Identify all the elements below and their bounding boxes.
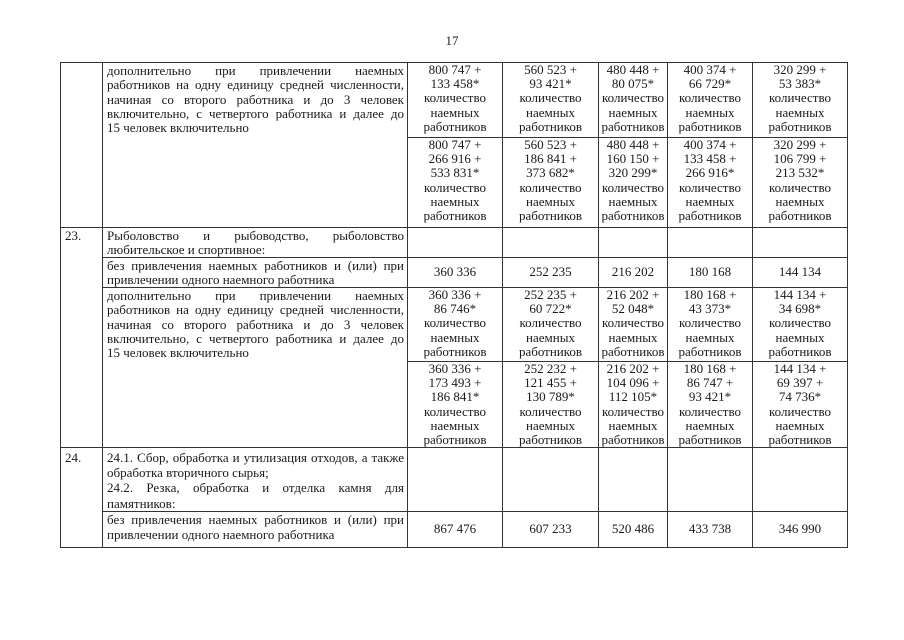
rate-cell [668, 362, 753, 448]
rate-line: 106 799 + [773, 151, 827, 167]
rate-value: 252 235 [529, 264, 572, 280]
rate-line: работников [601, 432, 665, 448]
rate-line: количество [519, 179, 582, 195]
rate-line: работников [601, 343, 665, 359]
rate-line: 800 747 + [428, 62, 482, 77]
rate-line: наемных [430, 193, 480, 209]
rate-line: работников [768, 432, 832, 448]
empty-cell [668, 228, 753, 258]
row-24-base-description [103, 512, 408, 548]
rate-line: 52 048* [611, 301, 655, 317]
rate-line: наемных [526, 417, 575, 433]
rate-line: наемных [430, 329, 480, 345]
rate-line: 800 747 + [428, 137, 482, 152]
rate-line: работников [518, 343, 583, 359]
rate-line: работников [423, 208, 487, 224]
rate-line: работников [678, 343, 742, 359]
rate-cell [503, 362, 599, 448]
description-line: работников на одну единицу средней численности, [107, 302, 404, 318]
description-line: без привлечения наемных работников и (или) при [107, 258, 404, 273]
rate-line: 320 299 + [773, 137, 827, 152]
rate-line: количество [601, 179, 665, 195]
rate-line: работников [518, 432, 583, 448]
empty-cell [668, 448, 753, 512]
rate-cell [753, 258, 848, 288]
row-number-cell [61, 228, 103, 448]
rate-line: количество [678, 90, 742, 106]
title-line: 24.2. Резка, обработка и отделка камня для [107, 480, 404, 496]
rate-line: работников [423, 118, 487, 134]
rate-line: работников [601, 208, 665, 224]
rate-line: количество [519, 315, 582, 331]
rate-line: 213 532* [775, 165, 825, 181]
title-line: Рыболовство и рыбоводство, рыболовство [107, 228, 404, 243]
continued-row-description [103, 63, 408, 228]
rate-line: 266 916* [685, 165, 735, 181]
rate-line: наемных [685, 193, 735, 209]
rate-line: 252 232 + [524, 361, 577, 376]
rate-line: наемных [526, 329, 575, 345]
rate-value: 346 990 [778, 521, 822, 537]
rate-line: 160 150 + [606, 151, 660, 167]
rate-cell [408, 138, 503, 228]
rate-line: количество [423, 179, 487, 195]
description-line: работников на одну единицу средней численности, [107, 77, 404, 93]
rate-line: наемных [685, 104, 735, 120]
rate-line: наемных [430, 104, 480, 120]
rate-line: наемных [775, 193, 825, 209]
rate-value: 144 134 [778, 264, 822, 280]
rate-cell [599, 63, 668, 138]
rate-line: количество [768, 403, 832, 419]
rate-line: работников [678, 118, 742, 134]
rate-line: 180 168 + [683, 287, 737, 302]
rate-line: количество [423, 90, 487, 106]
rate-line: работников [518, 118, 583, 134]
rate-line: количество [519, 90, 582, 106]
rate-line: наемных [775, 329, 825, 345]
rate-line: 186 841* [430, 389, 480, 405]
rate-value: 360 336 [433, 264, 477, 280]
row-23-extra-description [103, 288, 408, 448]
rate-line: работников [768, 208, 832, 224]
rate-line: 320 299* [608, 165, 658, 181]
rate-line: 400 374 + [683, 137, 737, 152]
rate-value: 867 476 [433, 521, 477, 537]
empty-cell [753, 228, 848, 258]
rate-line: количество [423, 315, 487, 331]
rate-line: работников [768, 343, 832, 359]
empty-cell [599, 228, 668, 258]
rate-cell [408, 362, 503, 448]
rate-cell [503, 138, 599, 228]
rate-line: 130 789* [526, 389, 575, 405]
rate-line: количество [519, 403, 582, 419]
rate-line: 66 729* [688, 76, 732, 92]
rate-line: 53 383* [778, 76, 822, 92]
rate-cell [753, 362, 848, 448]
rate-line: 360 336 + [428, 361, 482, 376]
description-line: начиная со второго работника и до 3 человек [107, 91, 404, 107]
rate-line: 480 448 + [606, 137, 660, 152]
rate-line: количество [423, 403, 487, 419]
rate-cell [503, 258, 599, 288]
description-line: 15 человек включительно [107, 120, 249, 136]
rate-line: 252 235 + [524, 287, 577, 302]
empty-cell [408, 228, 503, 258]
rate-line: 104 096 + [606, 375, 660, 391]
rate-cell [753, 138, 848, 228]
rate-value: 180 168 [688, 264, 732, 280]
rate-cell [408, 258, 503, 288]
title-paragraph [107, 480, 404, 510]
rate-cell [503, 288, 599, 362]
rate-cell [753, 63, 848, 138]
rate-line: работников [518, 208, 583, 224]
rate-line: 69 397 + [776, 375, 824, 391]
rate-line: количество [768, 90, 832, 106]
rate-cell [599, 288, 668, 362]
rate-line: наемных [608, 329, 658, 345]
rate-line: наемных [526, 104, 575, 120]
title-line: памятников: [107, 495, 176, 511]
rate-line: 180 168 + [683, 361, 737, 376]
rate-line: 266 916 + [428, 151, 482, 167]
rate-line: работников [423, 343, 487, 359]
rate-line: 60 722* [529, 301, 572, 317]
rate-line: 173 493 + [428, 375, 482, 391]
description-line: без привлечения наемных работников и (или) при [107, 512, 404, 527]
rate-line: 560 523 + [524, 137, 577, 152]
rate-line: 360 336 + [428, 287, 482, 302]
row-number-cell [61, 63, 103, 228]
rate-line: наемных [608, 104, 658, 120]
tariff-table [60, 62, 848, 548]
rate-line: количество [601, 403, 665, 419]
rate-cell [668, 63, 753, 138]
rate-cell [753, 288, 848, 362]
rate-line: работников [423, 432, 487, 448]
rate-line: 560 523 + [524, 62, 577, 77]
empty-cell [408, 448, 503, 512]
description-line: начиная со второго работника и до 3 человек [107, 316, 404, 332]
rate-cell [599, 258, 668, 288]
rate-cell [408, 63, 503, 138]
rate-line: количество [768, 179, 832, 195]
rate-cell [668, 512, 753, 548]
rate-line: 320 299 + [773, 62, 827, 77]
rate-cell [408, 288, 503, 362]
rate-line: наемных [775, 417, 825, 433]
rate-line: количество [768, 315, 832, 331]
description-line: 15 человек включительно [107, 345, 249, 361]
row-number-cell [61, 448, 103, 548]
title-line: 24.1. Сбор, обработка и утилизация отходов, а также [107, 450, 404, 465]
rate-line: 373 682* [526, 165, 575, 181]
rate-line: 144 134 + [773, 361, 827, 376]
rate-line: количество [678, 179, 742, 195]
rate-cell [503, 63, 599, 138]
rate-line: наемных [685, 329, 735, 345]
rate-cell [599, 362, 668, 448]
rate-cell [408, 512, 503, 548]
rate-line: количество [601, 90, 665, 106]
empty-cell [599, 448, 668, 512]
rate-line: 43 373* [688, 301, 732, 317]
row-23-base-description [103, 258, 408, 288]
rate-line: 216 202 + [606, 361, 660, 376]
rate-value: 607 233 [529, 521, 572, 537]
rate-line: 112 105* [608, 389, 658, 405]
rate-line: 400 374 + [683, 62, 737, 77]
rate-line: работников [768, 118, 832, 134]
empty-cell [503, 228, 599, 258]
rate-line: количество [678, 403, 742, 419]
page-number: 17 [445, 33, 459, 48]
rate-cell [668, 258, 753, 288]
title-paragraph [107, 450, 404, 480]
rate-line: 133 458* [430, 76, 480, 92]
rate-line: работников [678, 432, 742, 448]
description-line: привлечении одного наемного работника [107, 527, 335, 542]
row-23-title [103, 228, 408, 258]
row-number: 24. [65, 450, 82, 465]
rate-line: 144 134 + [773, 287, 827, 302]
rate-line: 34 698* [778, 301, 822, 317]
rate-line: 86 747 + [686, 375, 734, 391]
rate-line: 121 455 + [524, 375, 577, 391]
empty-cell [503, 448, 599, 512]
rate-line: количество [601, 315, 665, 331]
rate-line: 186 841 + [524, 151, 577, 167]
rate-line: 133 458 + [683, 151, 737, 167]
rate-line: количество [678, 315, 742, 331]
rate-cell [753, 512, 848, 548]
rate-cell [668, 138, 753, 228]
rate-line: 74 736* [778, 389, 822, 405]
title-line: обработка вторичного сырья; [107, 465, 269, 481]
rate-line: наемных [608, 193, 658, 209]
description-line: дополнительно при привлечении наемных [107, 288, 404, 303]
description-line: привлечении одного наемного работника [107, 272, 335, 288]
empty-cell [753, 448, 848, 512]
rate-line: работников [678, 208, 742, 224]
row-24-title [103, 448, 408, 512]
rate-line: работников [601, 118, 665, 134]
rate-line: наемных [775, 104, 825, 120]
rate-line: 480 448 + [606, 62, 660, 77]
rate-cell [599, 512, 668, 548]
rate-cell [668, 288, 753, 362]
rate-value: 520 486 [611, 521, 655, 537]
rate-line: 86 746* [433, 301, 477, 317]
rate-line: 533 831* [430, 165, 480, 181]
description-line: дополнительно при привлечении наемных [107, 63, 404, 78]
rate-value: 216 202 [611, 264, 655, 280]
description-line: включительно, с четвертого работника и далее до [107, 330, 404, 346]
rate-cell [599, 138, 668, 228]
rate-line: наемных [685, 417, 735, 433]
description-line: включительно, с четвертого работника и далее до [107, 105, 404, 121]
rate-line: наемных [430, 417, 480, 433]
rate-line: 93 421* [529, 76, 572, 92]
rate-line: наемных [608, 417, 658, 433]
rate-cell [503, 512, 599, 548]
row-number: 23. [65, 228, 82, 243]
title-line: любительское и спортивное: [107, 242, 266, 258]
rate-line: 216 202 + [606, 287, 660, 302]
rate-line: 80 075* [611, 76, 655, 92]
rate-line: 93 421* [688, 389, 732, 405]
rate-value: 433 738 [688, 521, 732, 537]
rate-line: наемных [526, 193, 575, 209]
